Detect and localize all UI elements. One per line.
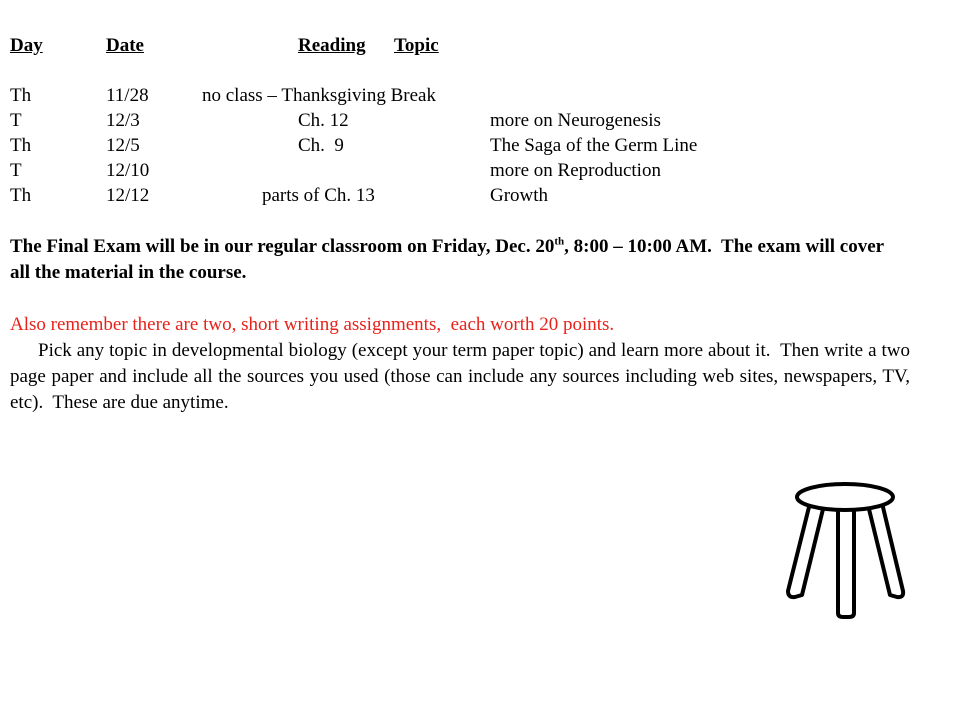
- row-date: 12/3: [106, 110, 140, 131]
- row-topic: Growth: [490, 185, 549, 206]
- header-date: Date: [106, 35, 144, 56]
- row-date: 12/12: [106, 185, 150, 206]
- row-date: 12/5: [106, 135, 140, 156]
- row-reading: no class – Thanksgiving Break: [202, 85, 436, 106]
- header-reading: Reading: [298, 35, 366, 56]
- row-day: Th: [10, 185, 32, 206]
- row-day: T: [10, 110, 22, 131]
- row-day: T: [10, 160, 22, 181]
- final-exam-text-start: The Final Exam will be in our regular classroom on Friday, Dec. 20: [10, 236, 555, 257]
- row-date: 11/28: [106, 85, 149, 106]
- row-day: Th: [10, 135, 32, 156]
- final-exam-notice: [10, 234, 900, 286]
- header-topic: Topic: [394, 35, 439, 56]
- three-legged-stool-icon: [780, 475, 910, 625]
- row-reading: Ch. 12: [298, 110, 349, 131]
- writing-reminder: Also remember there are two, short writing assignments, each worth 20 points.: [10, 314, 615, 335]
- row-date: 12/10: [106, 160, 150, 181]
- header-day: Day: [10, 35, 43, 56]
- row-topic: The Saga of the Germ Line: [490, 135, 698, 156]
- row-reading: Ch. 9: [298, 135, 344, 156]
- writing-instructions: Pick any topic in developmental biology (except your term paper topic) and learn more about it. Then write a two page paper and include all the sources you used (those can include any sources including web sites, newspapers, TV, etc). These are due anytime.: [10, 340, 915, 413]
- row-day: Th: [10, 85, 32, 106]
- final-exam-date-suffix: th: [554, 235, 565, 248]
- row-topic: more on Reproduction: [490, 160, 661, 181]
- row-reading: parts of Ch. 13: [262, 185, 375, 206]
- final-exam-text-end: , 8:00 – 10:00 AM. The exam will cover all the material in the course.: [10, 236, 889, 283]
- row-topic: more on Neurogenesis: [490, 110, 661, 131]
